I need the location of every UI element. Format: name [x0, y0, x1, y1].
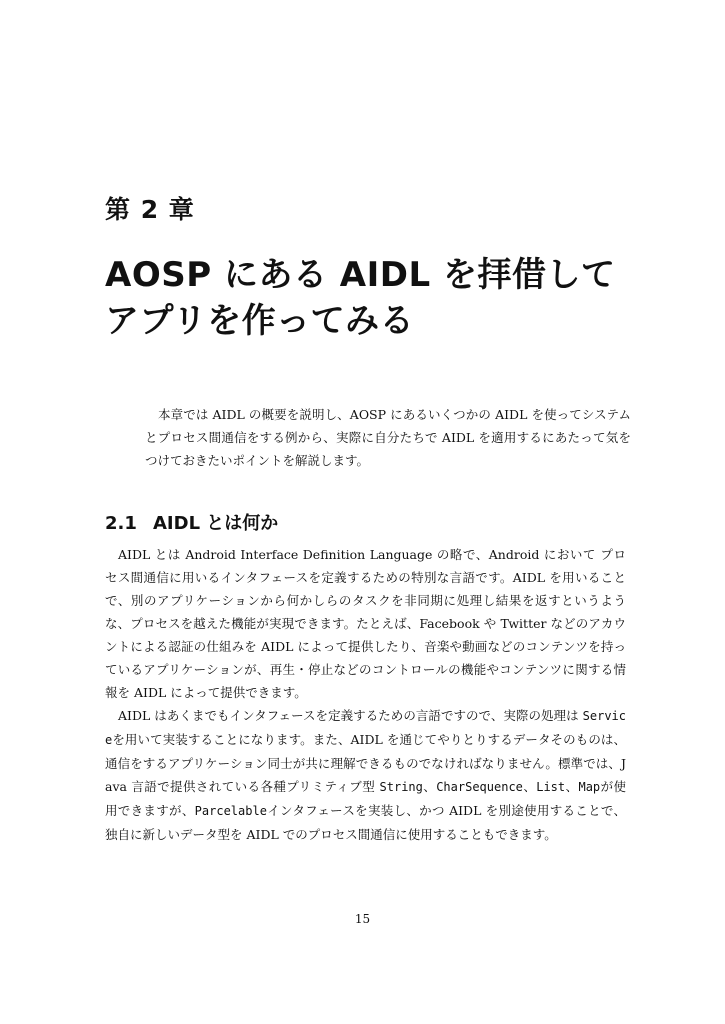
chapter-label: 第 2 章	[105, 195, 195, 224]
paragraph-2-text-2: を用いて実装することになります。また、AIDL を通じてやりとりするデータそのものは、通信をするアプリケーション同士が共に理解できるものでなければなりません。標準では、Java 言語で提供されている各種プリミティブ型	[105, 732, 626, 794]
section-number: 2.1	[105, 513, 137, 534]
section-title: AIDL とは何か	[153, 513, 279, 534]
chapter-abstract: 本章では AIDL の概要を説明し、AOSP にあるいくつかの AIDL を使ってシステムとプロセス間通信をする例から、実際に自分たちで AIDL を適用するにあたって気をつけておきたいポイントを解説します。	[145, 407, 631, 468]
paragraph-1: AIDL とは Android Interface Definition Language の略で、Android において プロセス間通信に用いるインタフェースを定義するための特別な言語です。AIDL を用いることで、別のアプリケーションから何かしらのタスクを非同期に処理し結果を返すというような、プロセスを越えた機能が実現できます。たとえば、Facebook や Twitter などのアカウントによる認証の仕組みを AIDL によって提供したり、音楽や動画などのコンテンツを持っているアプリケーションが、再生・停止などのコントロールの機能やコンテンツに関する情報を AIDL によって提供できます。	[105, 547, 626, 700]
code-map: Map	[578, 780, 601, 794]
paragraph-2-text-5: 、	[565, 779, 579, 794]
paragraph-2-text-3: 、	[422, 779, 437, 794]
section-heading	[105, 509, 278, 535]
page-number: 15	[354, 912, 371, 926]
code-charsequence: CharSequence	[436, 780, 523, 794]
paragraph-2-text-1: AIDL はあくまでもインタフェースを定義するための言語ですので、実際の処理は	[118, 708, 583, 723]
code-list: List	[536, 780, 566, 794]
code-parcelable: Parcelable	[194, 804, 267, 818]
chapter-title: AOSP にある AIDL を拝借してアプリを作ってみる	[105, 255, 616, 341]
paragraph-2	[105, 704, 626, 846]
code-string: String	[379, 780, 423, 794]
paragraph-2-text-7: インタフェースを実装し、かつ AIDL を別途使用することで、独自に新しいデータ型を AIDL でのプロセス間通信に使用することもできます。	[105, 803, 626, 842]
paragraph-2-text-6: が使用できますが、	[105, 779, 626, 818]
code-service: Service	[105, 709, 626, 747]
section-body	[105, 543, 626, 846]
paragraph-2-text-4: 、	[522, 779, 537, 794]
